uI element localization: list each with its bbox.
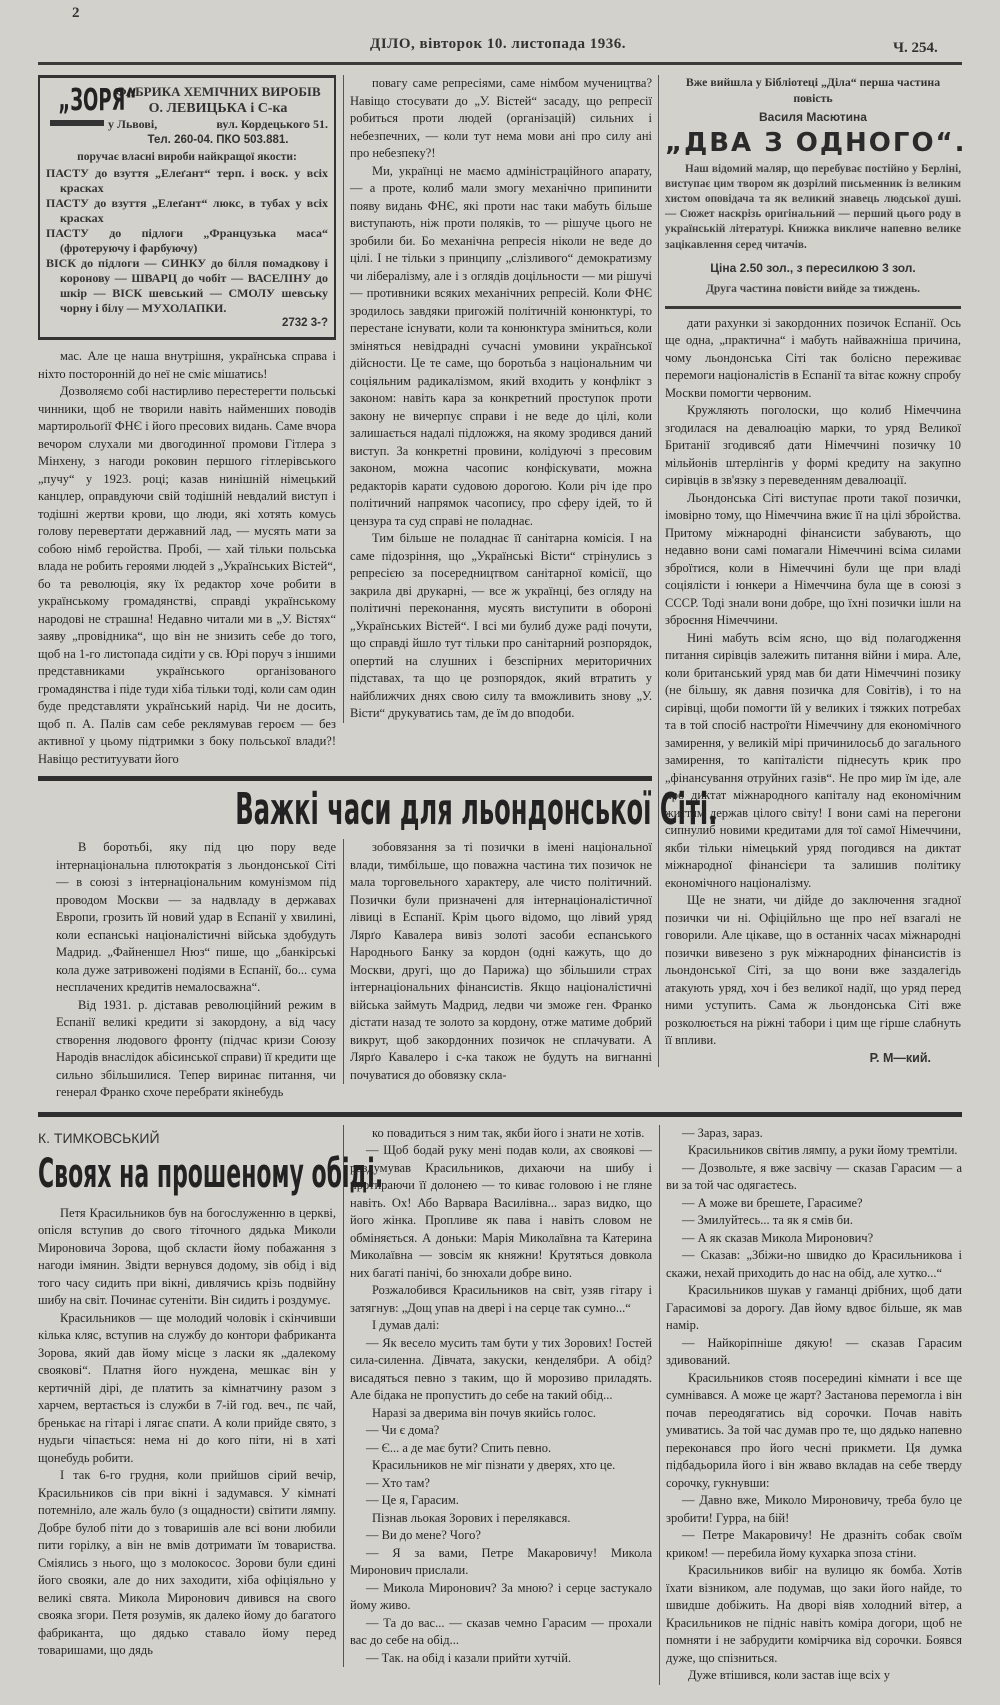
paragraph: — Щоб бодай руку мені подав коли, ах своякові — роздумував Красильников, дихаючи на шибу і протираючи її долонею — то киває головою і не гляне навіть. Ох! Або Варвара Василівна... зараз видко, що його жінка. Пропливе як пава і навіть словом не обміняється. А доньки: Марія Миколаївна та Катерина Миколаївна — зовсім як княжни! Крутяться довкола них багаті панічі, бо знюхали добре вино. (350, 1143, 652, 1280)
paragraph: Ще не знати, чи дійде до заключення згадної позички чи ні. Офіційльно ще про неї взагалі не говорили. Але цікаве, що в останніх часах міжнародні позички вивезено з рук міжнародних фінансистів із льондонської Сіті, за що вони вже заздалегідь атакують уряд, хоч і без великої надії, що уряд перед ними уступить. Сама ж льондонська Сіті вже розколюється на ріжні табори і цим ще гірше слабнуть її впливи. (665, 893, 961, 1048)
paragraph: — Хто там? (366, 1475, 430, 1490)
paragraph: — Та до вас... — сказав чемно Гарасим — прохали вас до себе на обід... (350, 1615, 652, 1647)
book-ad-rule (665, 306, 961, 309)
story-headline: Своях на прошеному обіді. (38, 1150, 384, 1197)
ad-item: ПАСТУ до підлоги „Французька маса“ (фротеруючу і фарбуючу) (46, 225, 328, 255)
paragraph: Кружляють поголоски, що колиб Німеччина згодилася на девалюацію марки, то уряд Великої Британії згодивсяб дати Німеччині позичку 10 мільйонів штерлінгів у формі кредиту на закупно сирівців в зв'язку з переведенням девалюації. (665, 403, 961, 488)
book-author: Василя Масютина (759, 110, 867, 124)
ad-item: ВІСК до підлоги — СИНКУ до білля помадкову і коронову — ШВАРЦ до чобіт — ВАСЕЛІНУ до шкір — ВІСК шевський — СМОЛУ шевську чорну і білу — МУХОЛАПКИ. (46, 255, 328, 315)
paragraph: Красильников — ще молодий чоловік і скінчивши кілька кляс, вступив на службу до контори фабриканта Зорова, який дав йому місце з ласки як „далекому своякові“. Платня його нуждена, мешкає він у кертичній дірі, де платить за кімнатчину разом з харчем, вертається із служби в 7-ій год. веч., пє чай, бренькає на гітарі і лягає спати. А коли прийде свято, з нудьги чіпається: нема ні до кого піти, ні в хаті щонебудь робити. (38, 1310, 336, 1465)
top-article (38, 65, 652, 768)
paragraph: Нині мабуть всім ясно, що від полагодження питання сирівців залежить питання війни і мира. Але, коли британський уряд мав би дати Німеччині позику (не більшу, як давня позичка для Совітів), і то на сирівці, щоби помогти їй у великих і тяжких потребах та в той спосіб настроїти Німеччину для економічного замирення, у великій мірі причинилосьб до загального замирення, то капіталісти піднесуть крик про „фінансування отруйних газів“. Не про мир їм іде, але про диктат міжнародного капіталу над економічним життям держав цілого світу! І вони самі на перегони сипнулиб новими кредитами для тої самої Німеччини, якби тільки німецький уряд погодився на диктат міжнародної фінансієри та залишив політику економічного націоналізму. (665, 630, 961, 890)
story-col3 (659, 1125, 962, 1685)
top-left-column (38, 65, 336, 768)
book-description: Наш відомий маляр, що перебуває постійно у Берліні, виступає цим твором як дозрілий письменник із великим хистом оповідача та як великий знавець людської душі. — Сюжет наскрізь оригінальний — перший цього роду в українській літературі. Книжка викличе напевно велике зацікавлення серед читачів. (665, 162, 961, 251)
paragraph: — Це я, Гарасим. (366, 1493, 459, 1507)
ad-street: вул. Кордецького 51. (216, 117, 328, 131)
ad-owner: О. ЛЕВИЦЬКА і С-ка (148, 101, 288, 116)
logo-bar (50, 120, 104, 126)
paragraph: — Є... а де має бути? Спить певно. (366, 1440, 552, 1455)
paragraph: — Ви до мене? Чого? (366, 1528, 481, 1542)
issue-number: Ч. 254. (893, 40, 938, 56)
ad-company: ФАБРИКА ХЕМІЧНИХ ВИРОБІВ (115, 84, 321, 99)
paragraph: — Як весело мусить там бути у тих Зорових! Гостей сила-силенна. Дівчата, закуски, кенделябри. А обід? висадяться певно з таким, що й морозиво приладять. Але бідака не пропустить до себе на такий обід... (350, 1335, 652, 1402)
ad-city: у Львові, (108, 117, 158, 131)
paragraph: Дозволяємо собі настирливо перестерегти польські чинники, щоб не творили навіть найменших поводів мартирольоґії ФНЄ і його пресових видань. Саме вчора вечором слухали ми двогодинної промови Гітлера з Мінхену, з нагоди роковин першого гітлерівського „пучу“ у 1923. році; казав нинішній німецький канцлер, оправдуючи свій тодішній невдалий виступ і тодішні жертви крови, що люди, які хотять комусь голову перевертати державний лад, — мусять мати за собою німб геройства. Пробі, — хай тільки польська влада не робить героями людей з „Українських Вістей“, бо та революція, яку їх редактор хоче робити в українському громадянстві, справді українському народові не страшна! Недавно читали ми в „У. Вістях“ заяву „провідника“, що він не знизить себе до того, щоб на 1-го листопада сидіти у св. Юрі поруч з іншими представниками українського організованого громадянства і піде туди хіба тільки тоді, коли сам один буде представляти український нарід. Чи не досить, щоб п. А. Палів сам себе реклямував героєм — без активної у цьому підтримки з боку польської влади?! Навіщо реституувати його (38, 384, 336, 766)
zorya-logo (46, 83, 138, 126)
paragraph: повагу саме репресіями, саме німбом мучеництва? Навіщо стосувати до „У. Вістей“ засаду, що репресії робиться проти людей (організацій) сильних і небезпечних, — коли тут нема мови ані про силу ані про небезпеку?! (350, 76, 652, 160)
book-note: Друга частина повісти вийде за тиждень. (706, 283, 920, 296)
paragraph: Льондонська Сіті виступає проти такої позички, імовірно тому, що Німеччина вжиє її на цілі збройства. Притому міжнародні фінансисти забувають, що недавно вони самі помагали Німеччині всіма силами зброїтися, коли в Німеччині були ще при владі соціялісти і юнкери а Німеччина була ще в союзі з СССР. Тоді знали вони добре, що їхні позички ішли на зброєння Німеччини. (665, 490, 961, 628)
book-price: Ціна 2.50 зол., з пересилкою 3 зол. (710, 260, 916, 275)
paragraph: мас. Але це наша внутрішня, українська справа і ніхто посторонній до неї не сміє мішатись! (38, 349, 336, 381)
paragraph: Петя Красильников був на богослуженню в церкві, опісля вступив до свого тіточного дядька Миколи Мироновича Зорова, щоб скласти йому побажання з нагоди імянин. Звідти вернувся додому, зів обід і від того часу сидить при вікні, дивлячись крізь подвійну шибу на світ. Починає сутеніти. Він сидить і роздумує. (38, 1205, 336, 1307)
ad-header (108, 84, 328, 148)
paragraph: В боротьбі, яку під цю пору веде інтернаціональна плютократія з льондонської Сіті — в союзі з інтернаціональним комунізмом під проводом Москви — за надвладу в державах Европи, грозить їй новий удар в Еспанії у хвилині, коли еспанські націоналістичні війська здобудуть Мадрид. „Файненшел Нюз“ пише, що „банкірські кола дуже затривожені подіями в Еспанії, бо... сума несплачених кредитів немалосважна“. (56, 840, 336, 994)
paragraph: Пізнав льокая Зорових і перелякався. (372, 1510, 571, 1525)
city-article-body (38, 839, 652, 1102)
paragraph: зобовязання за ті позички в імені національної влади, тимбільше, що поважна частина тих позичок не мала торговельного характеру, але чисто політичний. Позички були призначені для інтернаціоналістичної лівиці в Еспанії. Крім цього відомо, що лівий уряд Лярґо Кавалера вивіз золоті засоби еспанського Народнього Банку за кордон (одні кажуть, що до Москви, другі, що до Парижа) що збільшили страх інтернаціональних фінансистів. Якщо націоналістичні війська займуть Мадрид, ледви чи зможе ген. Франко дістати назад те золото за кордону, отже матиме добрий викрут, щоб закордонних позичок не сплачувати. А Лярґо Кавалеро і с-ка також не будуть на вигнанні почуватися до обовязку скла- (350, 840, 652, 1082)
top-article-col2 (343, 75, 652, 723)
paragraph: Наразі за дверима він почув якийсь голос. (372, 1405, 597, 1420)
paragraph: — Зараз, зараз. (682, 1125, 763, 1140)
paragraph: — Петре Макаровичу! Не дразніть собак своїм криком! — перебила йому кухарка зпоза стіни. (666, 1528, 962, 1560)
paragraph: — Микола Миронович? За мною? і серце застукало йому живо. (350, 1580, 652, 1612)
story-author: К. ТИМКОВСЬКИЙ (38, 1129, 160, 1146)
story-col1 (38, 1205, 336, 1660)
story-left-column (38, 1125, 384, 1660)
paragraph: І думав далі: (372, 1318, 440, 1332)
paragraph: ко повадиться з ним так, якби його і знати не хотів. (372, 1125, 645, 1140)
upper-band (38, 65, 967, 1102)
top-article-col1 (38, 348, 336, 768)
paragraph: Красильников шукав у гаманці дрібних, щоб дати Гарасимові за дорогу. Дав йому вдвоє більше, як мав намір. (666, 1283, 962, 1332)
left-block (38, 65, 718, 1102)
ad-item: ПАСТУ до взуття „Елеґант“ люкс, в тубах у всіх красках (46, 195, 328, 225)
story-col2 (343, 1125, 652, 1668)
paragraph: Красильников не міг пізнати у дверях, хто це. (372, 1458, 616, 1472)
masthead-title: ДІЛО, вівторок 10. листопада 1936. (370, 36, 627, 52)
paragraph: Красильников вибіг на вулицю як бомба. Хотів їхати візником, але подумав, що заки його найде, то швидше добіжить. На дворі віяв холодний вітер, а Красильников не підніс навіть коміра догори, щоб не помняти і не забрудити комірчика від сорочки. Боявся дуже, що спізниться. (666, 1563, 962, 1665)
ad-item: ПАСТУ до взуття „Елеґант“ терп. і воск. у всіх красках (46, 165, 328, 195)
paragraph: Дуже втішився, коли застав іще всіх у (688, 1668, 891, 1682)
book-title: „ДВА З ОДНОГО“. (665, 127, 967, 158)
ad-zorya (38, 75, 336, 340)
paragraph: Тим більше не поладнає її санітарна комісія. І на саме підозріння, що „Українські Вісти“ стрінулись з репресією за посередництвом санітарної комісії, що закрила дві друкарні, — все ж українці, без огляду на політичні переконання, мусять виступити в обороні „Українських Вістей“. І всі ми булиб дуже раді почути, що справді йшло тут тільки про санітарний розпорядок, опертий на слушних і безспірних мериторичних підставах, та що це розпорядок, який втратить у найближчих днях свою силу та вможливить знову „У. Вісти“ друкуватись там, де їм до вподоби. (350, 531, 652, 720)
paragraph: Від 1931. р. діставав революційний режим в Еспанії великі кредити зі закордону, а від часу створення людового фронту (підчас кризи Союзу Народів внаслідок абісинської справи) її кредити ще сильно збільшилися. Тепер виринає питання, чи генерал Франко схоче перебрати якінебудь (56, 997, 336, 1099)
paragraph: — А як сказав Микола Миронович? (682, 1230, 874, 1245)
paragraph: — Найкоріпніше дякую! — сказав Гарасим здивований. (666, 1335, 962, 1367)
page-number: 2 (72, 5, 80, 21)
city-article-col2 (343, 839, 652, 1084)
paragraph: — Давно вже, Миколо Мироновичу, треба було це зробити! Гурра, на бій! (666, 1493, 962, 1525)
city-article-headline: Важкі часи для льондонської Сіті. (235, 784, 718, 835)
paragraph: — Змилуйтесь... та як я смів би. (682, 1213, 853, 1227)
paragraph: дати рахунки зі закордонних позичок Еспанії. Ось ще одна, „практична“ і мабуть найважніша причина, чому льондонська Сіті так болісно переживає перемоги націоналістів в Еспанії та вітає кожну спробу Москви помогти червоним. (665, 315, 961, 400)
section-rule (38, 1112, 962, 1117)
zorya-brand: „ЗОРЯ“ (58, 83, 138, 118)
paragraph: Красильников стояв посередині кімнати і все ще сумнівався. А може це жарт? Застанова перемогла і він почав переодягатись від сорочки. Почав навіть умиватись. За той час думав про те, що дядько напевно переконався про його чесні прикмети. Ця думка підбадьорила його і він жваво вкладав на себе тверду сорочку, гукнувши: (666, 1370, 962, 1490)
paragraph: І так 6-го грудня, коли прийшов сірий вечір, Красильников сів при вікні і задумався. У кімнаті потемніло, але жаль було (з ощадности) світити лямпу. Добре булоб піти до з товаришів але всі вони любили пити горілку, а він не вмів дотримати їм товариства. Сміялись з нього, що з молокосос. Зорови були єдині його свояки, але до них заходити, хіба офіціяльно у великі свята. Микола Миронович дивився на свого свояка згори. Петя розумів, як далеко йому до багатого фабриканта, що дядько ставало йому перед товаришами, що дядь (38, 1468, 336, 1657)
ad-code: 2732 3-? (281, 316, 328, 329)
paragraph: — Я за вами, Петре Макаровичу! Микола Миронович прислали. (350, 1545, 652, 1577)
story (38, 1125, 962, 1685)
masthead (38, 0, 962, 62)
paragraph: — Так. на обід і казали прийти хутчій. (366, 1650, 572, 1665)
paragraph: Розжалобився Красильников на світ, узяв гітару і затягнув: „Дощ упав на двері і на серце так сумно...“ (350, 1283, 652, 1315)
right-column (658, 75, 967, 1067)
paragraph: Ми, українці не маємо адміністраційного апарату, — а проте, колиб мали змогу механічно припинити появу видань ФНЄ, які проти нас таки мабуть більше виступають, ніж проти поляків, то — рішуче цього не зробили би. Бо механічна репресія ніколи не веде до цілі. І не тільки з принципу „слізливого“ демократизму чи лібералізму, але і з оглядів доцільности — ми рішучі — противники всяких механічних репресій. Коли ФНЄ зродилось завдяки пригожій політичній конюнктурі, то перестане існувати, коли та конюнктура зміниться, коли зміняться невідрадні сучасні умовини української дійсности. Це те саме, що боротьба з національним чи соціяльним радикалізмом, який входить у конфлікт з законом: навіть кара за конкретний проступок проти закону не вичерпує справи і не веде до цілі, коли залишається надалі підложжя, на якому зродився даний виступ. За конкретні провини, колідуючі з пресовим законом, можна часопис конфіскувати, можна редакторів карати судовою дорогою. Коли річ іде про політичний напрямок часопису, про сферу ідей, то й цензура та суд справі не поладнає. (350, 163, 652, 528)
ad-book (665, 75, 967, 298)
paragraph: — Чи є дома? (366, 1423, 440, 1437)
ad-intro: поручає власні вироби найкращої якости: (77, 151, 297, 163)
paragraph: — Сказав: „Збіжи-но швидко до Красильникова і скажи, нехай приходить до нас на обід, але хутко...“ (666, 1248, 962, 1280)
paragraph: — Дозвольте, я вже засвічу — сказав Гарасим — а ви за той час одягаєтесь. (666, 1160, 962, 1192)
ad-phone: Тел. 260-04. ПКО 503.881. (147, 133, 289, 146)
paragraph: Красильников світив лямпу, а руки йому тремтіли. (688, 1143, 958, 1157)
city-article-col1 (56, 839, 336, 1102)
city-article-col3 (665, 315, 961, 1050)
city-article-signature: Р. М—кий. (869, 1050, 931, 1065)
book-intro: Вже вийшла у Бібліотеці „Діла“ перша частина повість (685, 75, 941, 105)
ad-items (46, 166, 328, 316)
paragraph: — А може ви брешете, Гарасиме? (682, 1195, 863, 1210)
